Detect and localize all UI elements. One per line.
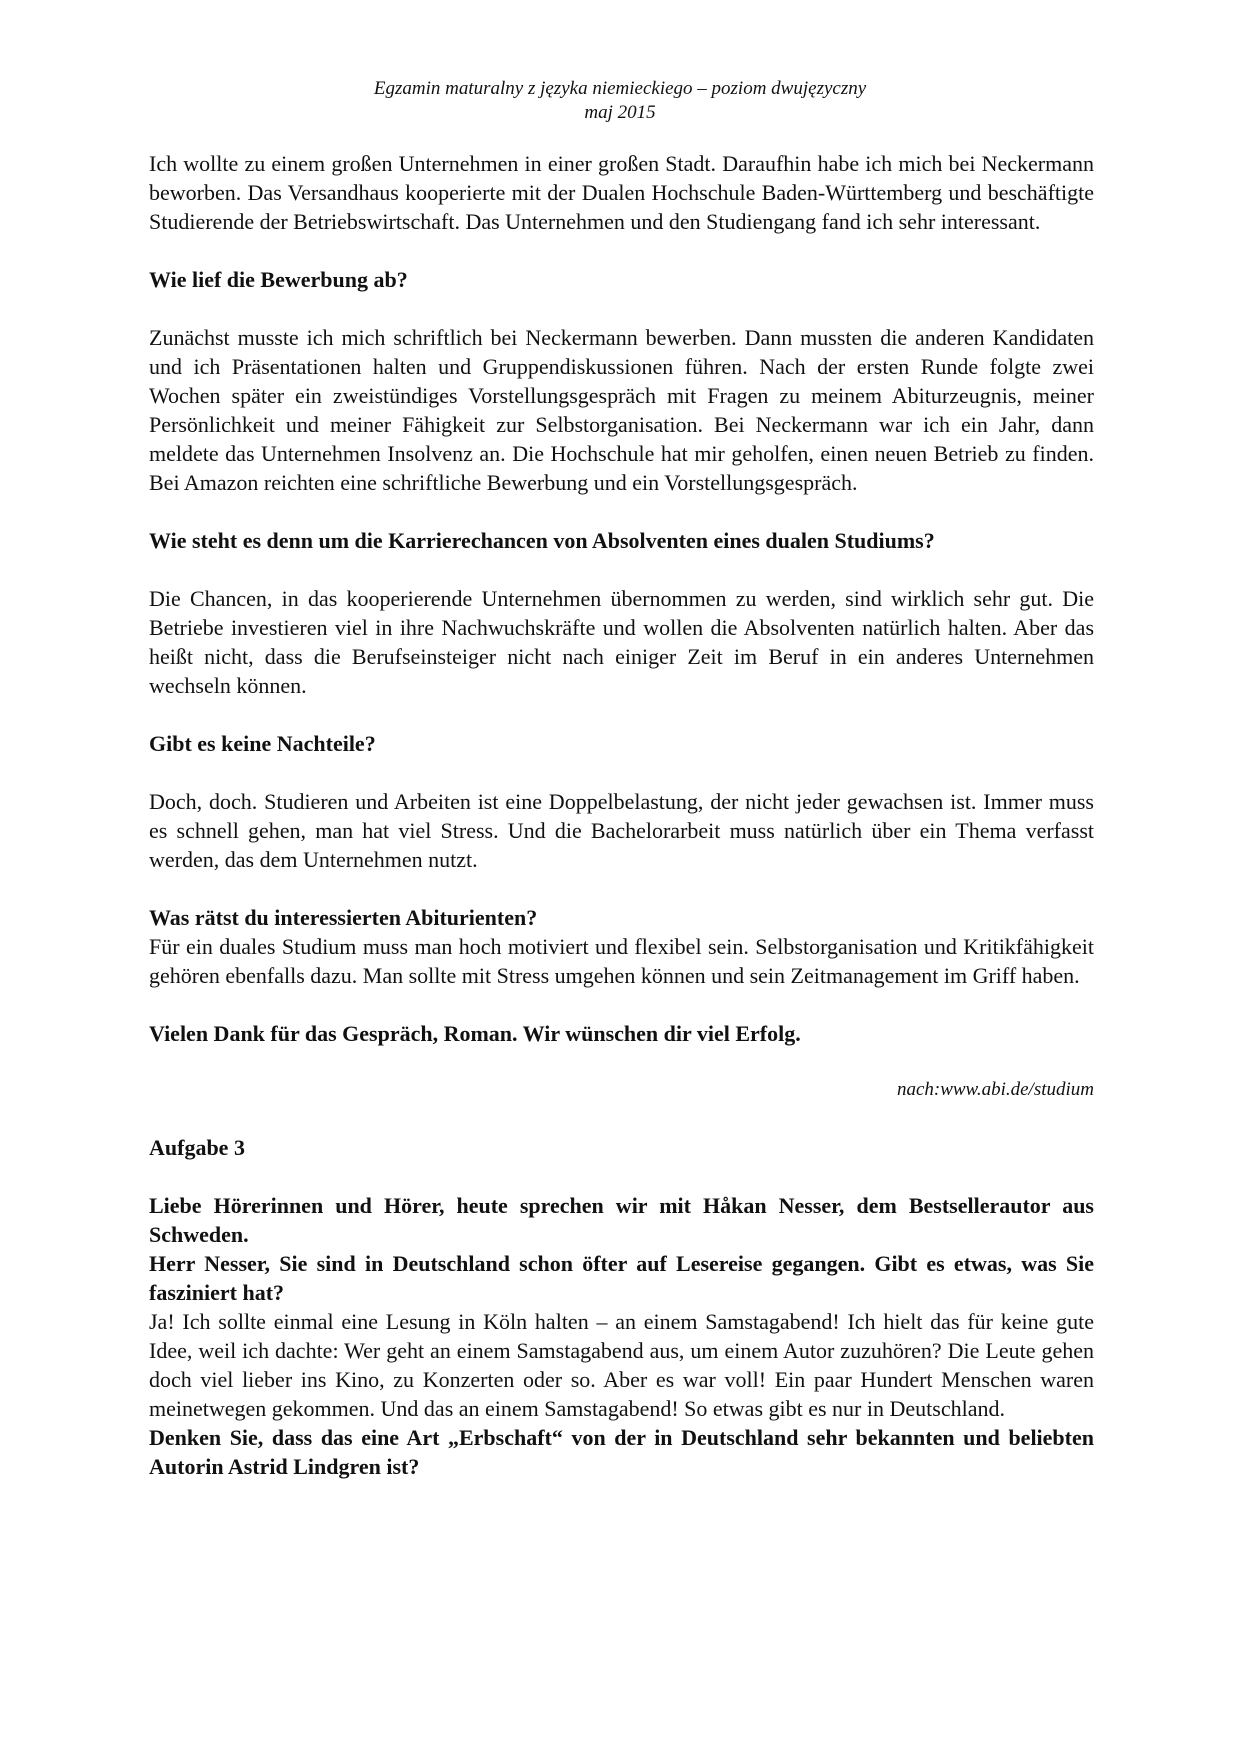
- closing-remark: Vielen Dank für das Gespräch, Roman. Wir wünschen dir viel Erfolg.: [149, 1021, 801, 1046]
- task-heading: Aufgabe 3: [149, 1135, 245, 1160]
- interview-intro: Liebe Hörerinnen und Hörer, heute sprechen wir mit Håkan Nesser, dem Bestsellerautor aus Schweden.: [149, 1193, 1094, 1247]
- interview-question: Was rätst du interessierten Abiturienten?: [149, 905, 538, 930]
- answer-paragraph: Für ein duales Studium muss man hoch motiviert und flexibel sein. Selbstorganisation und Kritikfähigkeit gehören ebenfalls dazu. Man sollte mit Stress umgehen können und sein Zeitmanagement im Griff haben.: [149, 934, 1094, 988]
- document-body: [149, 149, 1094, 1481]
- header-date: maj 2015: [584, 102, 656, 123]
- answer-paragraph: Die Chancen, in das kooperierende Unternehmen übernommen zu werden, sind wirklich sehr gut. Die Betriebe investieren viel in ihre Nachwuchskräfte und wollen die Absolventen natürlich halten. Aber das heißt nicht, dass die Berufseinsteiger nicht nach einiger Zeit im Beruf in ein anderes Unternehmen wechseln können.: [149, 586, 1094, 698]
- answer-paragraph: Doch, doch. Studieren und Arbeiten ist eine Doppelbelastung, der nicht jeder gewachsen ist. Immer muss es schnell gehen, man hat viel Stress. Und die Bachelorarbeit muss natürlich über ein Thema verfasst werden, das dem Unternehmen nutzt.: [149, 789, 1094, 872]
- answer-paragraph: Ja! Ich sollte einmal eine Lesung in Köln halten – an einem Samstagabend! Ich hielt das für keine gute Idee, weil ich dachte: Wer geht an einem Samstagabend aus, um einem Autor zuzuhören? Die Leute gehen doch viel lieber ins Kino, zu Konzerten oder so. Aber es war voll! Ein paar Hundert Menschen waren meinetwegen gekommen. Und das an einem Samstagabend! So etwas gibt es nur in Deutschland.: [149, 1309, 1094, 1421]
- interview-question: Wie lief die Bewerbung ab?: [149, 267, 408, 292]
- header-exam-title: Egzamin maturalny z języka niemieckiego – poziom dwujęzyczny: [373, 78, 867, 99]
- answer-paragraph: Ich wollte zu einem großen Unternehmen in einer großen Stadt. Daraufhin habe ich mich bei Neckermann beworben. Das Versandhaus kooperierte mit der Dualen Hochschule Baden-Württemberg und beschäftigte Studierende der Betriebswirtschaft. Das Unternehmen und den Studiengang fand ich sehr interessant.: [149, 151, 1094, 234]
- interview-question: Denken Sie, dass das eine Art „Erbschaft“ von der in Deutschland sehr bekannten und beliebten Autorin Astrid Lindgren ist?: [149, 1425, 1094, 1479]
- interview-question: Herr Nesser, Sie sind in Deutschland schon öfter auf Lesereise gegangen. Gibt es etwas, was Sie fasziniert hat?: [149, 1251, 1094, 1305]
- interview-question: Wie steht es denn um die Karrierechancen von Absolventen eines dualen Studiums?: [149, 528, 935, 553]
- answer-paragraph: Zunächst musste ich mich schriftlich bei Neckermann bewerben. Dann mussten die anderen Kandidaten und ich Präsentationen halten und Gruppendiskussionen führen. Nach der ersten Runde folgte zwei Wochen später ein zweistündiges Vorstellungsgespräch mit Fragen zu meinem Abiturzeugnis, meiner Persönlichkeit und meiner Fähigkeit zur Selbstorganisation. Bei Neckermann war ich ein Jahr, dann meldete das Unternehmen Insolvenz an. Die Hochschule hat mir geholfen, einen neuen Betrieb zu finden. Bei Amazon reichten eine schriftliche Bewerbung und ein Vorstellungsgespräch.: [149, 325, 1094, 495]
- interview-question: Gibt es keine Nachteile?: [149, 731, 376, 756]
- source-citation: nach:www.abi.de/studium: [896, 1079, 1094, 1100]
